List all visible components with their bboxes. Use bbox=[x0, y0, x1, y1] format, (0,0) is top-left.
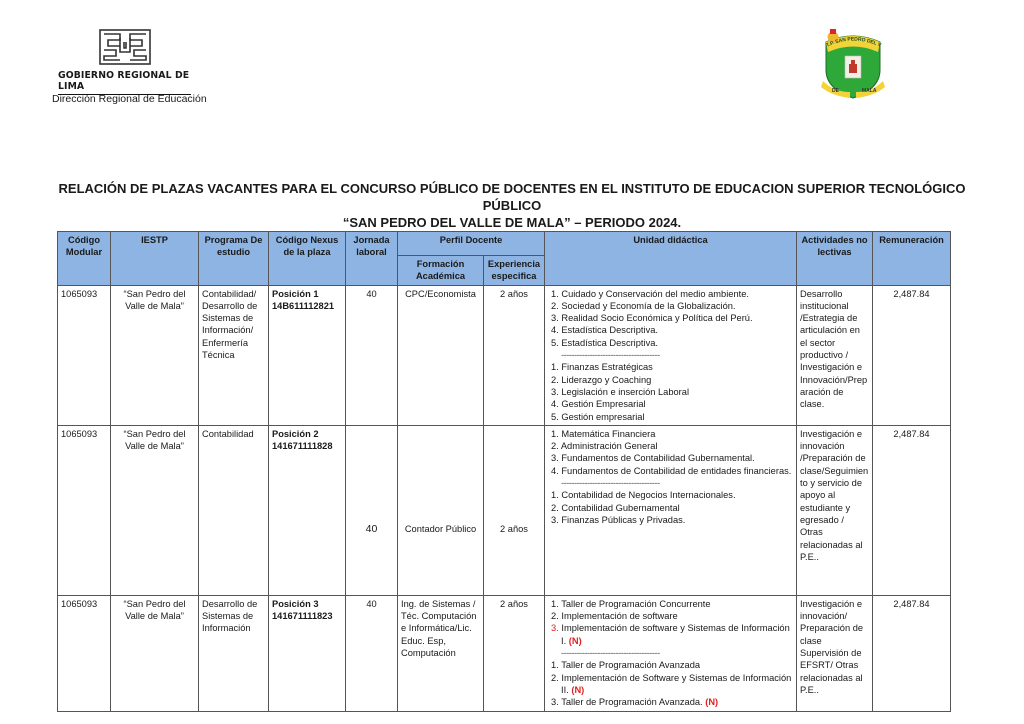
unidad-item: 4. Fundamentos de Contabilidad de entidades financieras. bbox=[551, 465, 792, 476]
org-name: GOBIERNO REGIONAL DE LIMA bbox=[58, 70, 191, 95]
cell-iestp: “San Pedro del Valle de Mala” bbox=[111, 595, 199, 711]
cell-remuneracion: 2,487.84 bbox=[873, 595, 951, 711]
header-actividades: Actividades no lectivas bbox=[797, 232, 873, 286]
unidad-item bbox=[551, 622, 793, 647]
institute-logo bbox=[818, 26, 888, 102]
cell-codigo-modular: 1065093 bbox=[58, 285, 111, 425]
cell-formacion: Ing. de Sistemas / Téc. Computación e Informática/Lic. Educ. Esp, Computación bbox=[398, 595, 484, 711]
item-text: Taller de Programación Concurrente bbox=[561, 598, 711, 609]
cell-formacion: CPC/Economista bbox=[398, 285, 484, 425]
header-unidad-didactica: Unidad didáctica bbox=[545, 232, 797, 286]
cell-actividades: Investigación e innovación /Preparación de clase/Seguimiento y servicio de apoyo al estudiante y egresado / Otras relacionadas al P.E.. bbox=[797, 425, 873, 595]
item-number: 2. bbox=[551, 611, 559, 622]
cell-programa: Contabilidad/ Desarrollo de Sistemas de Información/ Enfermería Técnica bbox=[199, 285, 269, 425]
header-formacion: Formación Académica bbox=[398, 256, 484, 286]
crest-text: T.P. SAN PEDRO DEL V bbox=[825, 36, 882, 49]
cell-remuneracion: 2,487.84 bbox=[873, 285, 951, 425]
unidad-item: 3. Legislación e inserción Laboral bbox=[551, 386, 690, 397]
item-text: Taller de Programación Avanzada. bbox=[561, 697, 703, 708]
gobierno-regional-emblem-icon bbox=[98, 28, 152, 66]
cell-codigo-nexus bbox=[269, 425, 346, 595]
unidad-item: 1. Cuidado y Conservación del medio ambiente. bbox=[551, 288, 749, 299]
nexus-code: 141671111828 bbox=[272, 441, 333, 452]
item-number: 3. bbox=[551, 623, 559, 634]
nexus-code: 141671111823 bbox=[272, 611, 333, 622]
unidad-item: 2. Contabilidad Gubernamental bbox=[551, 502, 680, 513]
cell-codigo-modular: 1065093 bbox=[58, 595, 111, 711]
header-codigo-modular: Código Modular bbox=[58, 232, 111, 286]
posicion: Posición 3 bbox=[272, 598, 319, 609]
item-number: 2. bbox=[551, 672, 559, 683]
table-row bbox=[58, 425, 951, 595]
table-row bbox=[58, 595, 951, 711]
unidad-item: 5. Gestión empresarial bbox=[551, 411, 645, 422]
item-number: 3. bbox=[551, 697, 559, 708]
unidad-item: 3. Finanzas Públicas y Privadas. bbox=[551, 514, 686, 525]
cell-unidad-didactica bbox=[545, 425, 797, 595]
cell-jornada: 40 bbox=[346, 595, 398, 711]
vacancies-table bbox=[57, 231, 951, 712]
cell-unidad-didactica bbox=[545, 285, 797, 425]
header-remuneracion: Remuneración bbox=[873, 232, 951, 286]
crest-ribbon-right: MALA bbox=[862, 88, 877, 94]
unidad-item: 2. Liderazgo y Coaching bbox=[551, 374, 652, 385]
institute-crest-icon bbox=[818, 26, 888, 102]
unidad-item bbox=[551, 696, 793, 708]
posicion: Posición 2 bbox=[272, 428, 319, 439]
header-programa: Programa De estudio bbox=[199, 232, 269, 286]
cell-codigo-nexus bbox=[269, 285, 346, 425]
unidad-item: 3. Realidad Socio Económica y Política del Perú. bbox=[551, 313, 753, 324]
title-line-1: RELACIÓN DE PLAZAS VACANTES PARA EL CONCURSO PÚBLICO DE DOCENTES EN EL INSTITUTO DE EDUCACION SUPERIOR TECNOLÓGICO PÚBLICO bbox=[58, 181, 966, 213]
cell-experiencia: 2 años bbox=[484, 425, 545, 595]
header-iestp: IESTP bbox=[111, 232, 199, 286]
separator: -------------------------------------- bbox=[561, 478, 660, 489]
cell-experiencia: 2 años bbox=[484, 285, 545, 425]
unidad-item: 1. Finanzas Estratégicas bbox=[551, 362, 653, 373]
unidad-item: 4. Gestión Empresarial bbox=[551, 399, 646, 410]
separator: -------------------------------------- bbox=[561, 350, 660, 361]
item-text: Taller de Programación Avanzada bbox=[561, 660, 701, 671]
unidad-item bbox=[551, 659, 793, 671]
cell-unidad-didactica bbox=[545, 595, 797, 711]
table-row bbox=[58, 285, 951, 425]
new-flag: (N) bbox=[571, 684, 585, 695]
unidad-item: 1. Matemática Financiera bbox=[551, 428, 656, 439]
unidad-item: 3. Fundamentos de Contabilidad Gubernamental. bbox=[551, 453, 755, 464]
org-subtitle: Dirección Regional de Educación bbox=[52, 93, 207, 105]
cell-experiencia: 2 años bbox=[484, 595, 545, 711]
unidad-item: 1. Contabilidad de Negocios Internacionales. bbox=[551, 490, 736, 501]
cell-codigo-modular: 1065093 bbox=[58, 425, 111, 595]
item-text: Implementación de Software y Sistemas de Información II. bbox=[561, 672, 792, 695]
cell-formacion: Contador Público bbox=[398, 425, 484, 595]
cell-codigo-nexus bbox=[269, 595, 346, 711]
crest-ribbon-left: DE bbox=[832, 88, 839, 94]
cell-remuneracion: 2,487.84 bbox=[873, 425, 951, 595]
separator: -------------------------------------- bbox=[561, 648, 660, 659]
cell-actividades: Desarrollo institucional /Estrategia de articulación en el sector productivo / Investigación e Innovación/Preparación de clase. bbox=[797, 285, 873, 425]
unidad-item: 2. Administración General bbox=[551, 441, 658, 452]
header-perfil-docente: Perfil Docente bbox=[398, 232, 545, 256]
header-experiencia: Experiencia especifica bbox=[484, 256, 545, 286]
cell-iestp: “San Pedro del Valle de Mala” bbox=[111, 285, 199, 425]
nexus-code: 14B611112821 bbox=[272, 300, 335, 311]
item-number: 1. bbox=[551, 660, 559, 671]
header-codigo-nexus: Código Nexus de la plaza bbox=[269, 232, 346, 286]
cell-jornada: 40 bbox=[346, 425, 398, 595]
item-text: Implementación de software y Sistemas de Información I. bbox=[561, 623, 790, 646]
cell-iestp: “San Pedro del Valle de Mala” bbox=[111, 425, 199, 595]
unidad-item: 2. Sociedad y Economía de la Globalización. bbox=[551, 300, 736, 311]
unidad-item bbox=[551, 672, 793, 697]
document-title bbox=[40, 180, 984, 231]
unidad-item: 5. Estadística Descriptiva. bbox=[551, 337, 658, 348]
cell-programa: Contabilidad bbox=[199, 425, 269, 595]
unidad-item: 4. Estadística Descriptiva. bbox=[551, 325, 658, 336]
item-text: Implementación de software bbox=[561, 611, 678, 622]
posicion: Posición 1 bbox=[272, 288, 319, 299]
cell-programa: Desarrollo de Sistemas de Información bbox=[199, 595, 269, 711]
header-jornada: Jornada laboral bbox=[346, 232, 398, 286]
cell-jornada: 40 bbox=[346, 285, 398, 425]
unidad-item bbox=[551, 598, 793, 610]
item-number: 1. bbox=[551, 598, 559, 609]
unidad-item bbox=[551, 610, 793, 622]
new-flag: (N) bbox=[705, 697, 719, 708]
title-line-2: “SAN PEDRO DEL VALLE DE MALA” – PERIODO 2024. bbox=[342, 215, 682, 230]
gobierno-regional-logo bbox=[58, 28, 193, 95]
cell-actividades: Investigación e innovación/ Preparación de clase Supervisión de EFSRT/ Otras relacionadas al P.E.. bbox=[797, 595, 873, 711]
new-flag: (N) bbox=[568, 635, 582, 646]
